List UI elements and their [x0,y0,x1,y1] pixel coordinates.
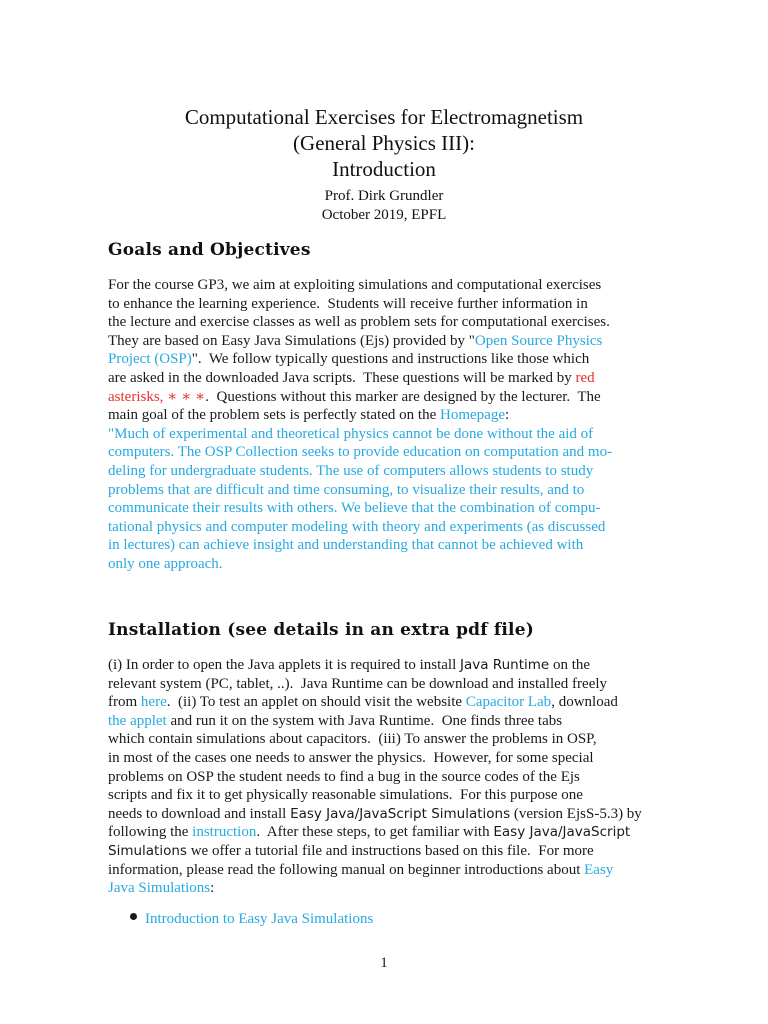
text [108,332,602,351]
text: : [504,407,510,424]
date: October 2019, EPFL [321,207,447,223]
ejs-term: Simulations [108,842,187,859]
text [108,861,613,880]
text: (i) In order to open the Java applets it is required to install [108,657,460,673]
osp-link[interactable]: Open Source Physics [474,332,603,349]
section-heading-installation: Installation (see details in an extra pdf file) [108,620,534,640]
install-line-10 [108,823,644,842]
text: : [210,880,215,897]
osp-link-continued[interactable]: Project (OSP) [108,351,192,368]
quote-line: in lectures) can achieve insight and understanding that cannot be achieved with [108,537,584,554]
goals-line-6 [108,369,644,388]
title-line-3: Introduction [332,157,436,181]
install-line-6 [108,749,644,768]
title-line-2: (General Physics III): [293,131,475,155]
install-line-2 [108,675,644,694]
red-marker-text: red [575,369,595,386]
text: scripts and fix it to get physically reasonable simulations. For this purpose one [108,787,583,804]
text: the lecture and exercise classes as well as problem sets for computational exercises. [108,314,610,331]
quote-line: deling for undergraduate students. The use of computers allows students to study [108,462,594,479]
here-link[interactable]: here [140,694,167,711]
quote-line: communicate their results with others. We believe that the combination of compu- [108,500,601,517]
goals-line-7 [108,388,644,407]
goals-paragraph [108,276,644,574]
text [108,712,562,731]
install-line-4 [108,712,644,731]
goals-line-2 [108,295,644,314]
install-line-7 [108,768,644,787]
text [108,350,589,369]
quote-block [108,425,644,574]
text: . (ii) To test an applet on should visit the website [166,694,466,711]
bullet-icon [130,913,137,920]
text: in most of the cases one needs to answer the physics. However, for some special [108,749,594,766]
install-line-3 [108,693,644,712]
text: , download [551,694,618,711]
title-block [0,104,768,225]
text: from [108,694,141,711]
title-line-1: Computational Exercises for Electromagnetism [184,105,584,129]
text: and run it on the system with Java Runtime. One finds three tabs [166,712,563,729]
red-asterisks: asterisks, ∗ ∗ ∗ [108,388,206,405]
goals-line-8 [108,406,644,425]
text: we offer a tutorial file and instructions based on this file. For more [186,842,594,859]
text: information, please read the following manual on beginner introductions about [108,861,585,878]
quote-line: problems that are difficult and time consuming, to visualize their results, and to [108,481,585,498]
quote-line: tational physics and computer modeling with theory and experiments (as discussed [108,518,606,535]
homepage-link[interactable]: Homepage [440,407,505,424]
install-line-12 [108,861,644,880]
java-runtime-term: Java Runtime [460,657,550,673]
bullet-list-item [130,911,373,928]
text: on the [549,657,591,673]
text [108,823,630,842]
ejs-term: Easy Java/JavaScript [493,824,631,841]
install-line-8 [108,786,644,805]
text [108,842,594,861]
installation-paragraph [108,656,644,898]
text: problems on OSP the student needs to find a bug in the source codes of the Ejs [108,768,580,785]
text: main goal of the problem sets is perfectly stated on the [108,407,440,424]
text: relevant system (PC, tablet, ..). Java Runtime can be download and installed freely [108,675,608,692]
author: Prof. Dirk Grundler [324,188,444,204]
goals-line-5 [108,350,644,369]
java-simulations-link[interactable]: Java Simulations [108,880,211,897]
text: . Questions without this marker are designed by the lecturer. The [205,388,601,405]
text: which contain simulations about capacitors. (iii) To answer the problems in OSP, [108,731,597,748]
install-line-13 [108,879,644,898]
goals-line-3 [108,313,644,332]
text: They are based on Easy Java Simulations (Ejs) provided by " [108,332,475,349]
text [108,805,642,824]
easy-link[interactable]: Easy [584,861,614,878]
install-line-9 [108,805,644,824]
section-heading-goals: Goals and Objectives [108,240,311,260]
goals-line-4 [108,332,644,351]
page-number: 1 [380,955,388,971]
text [108,656,590,675]
quote-line: "Much of experimental and theoretical physics cannot be done without the aid of [108,425,594,442]
instruction-link[interactable]: instruction [192,824,257,841]
capacitor-lab-link[interactable]: Capacitor Lab [465,694,552,711]
text [108,388,601,407]
quote-line: computers. The OSP Collection seeks to provide education on computation and mo- [108,444,613,461]
text: . After these steps, to get familiar with [256,824,494,841]
intro-ejs-link[interactable]: Introduction to Easy Java Simulations [145,911,374,927]
text: to enhance the learning experience. Students will receive further information in [108,295,588,312]
text: needs to download and install [108,805,291,822]
install-line-11 [108,842,644,861]
install-line-5 [108,730,644,749]
text [108,693,618,712]
quote-line: only one approach. [108,555,223,572]
text: following the [108,824,193,841]
text: ". We follow typically questions and instructions like those which [191,351,590,368]
text: (version EjsS-5.3) by [510,805,642,822]
ejs-term: Easy Java/JavaScript Simulations [290,805,511,822]
goals-line-1 [108,276,644,295]
the-applet-link[interactable]: the applet [108,712,167,729]
text [108,369,595,388]
text: are asked in the downloaded Java scripts. These questions will be marked by [108,369,576,386]
text: For the course GP3, we aim at exploiting simulations and computational exercises [108,277,602,293]
install-line-1 [108,656,644,675]
